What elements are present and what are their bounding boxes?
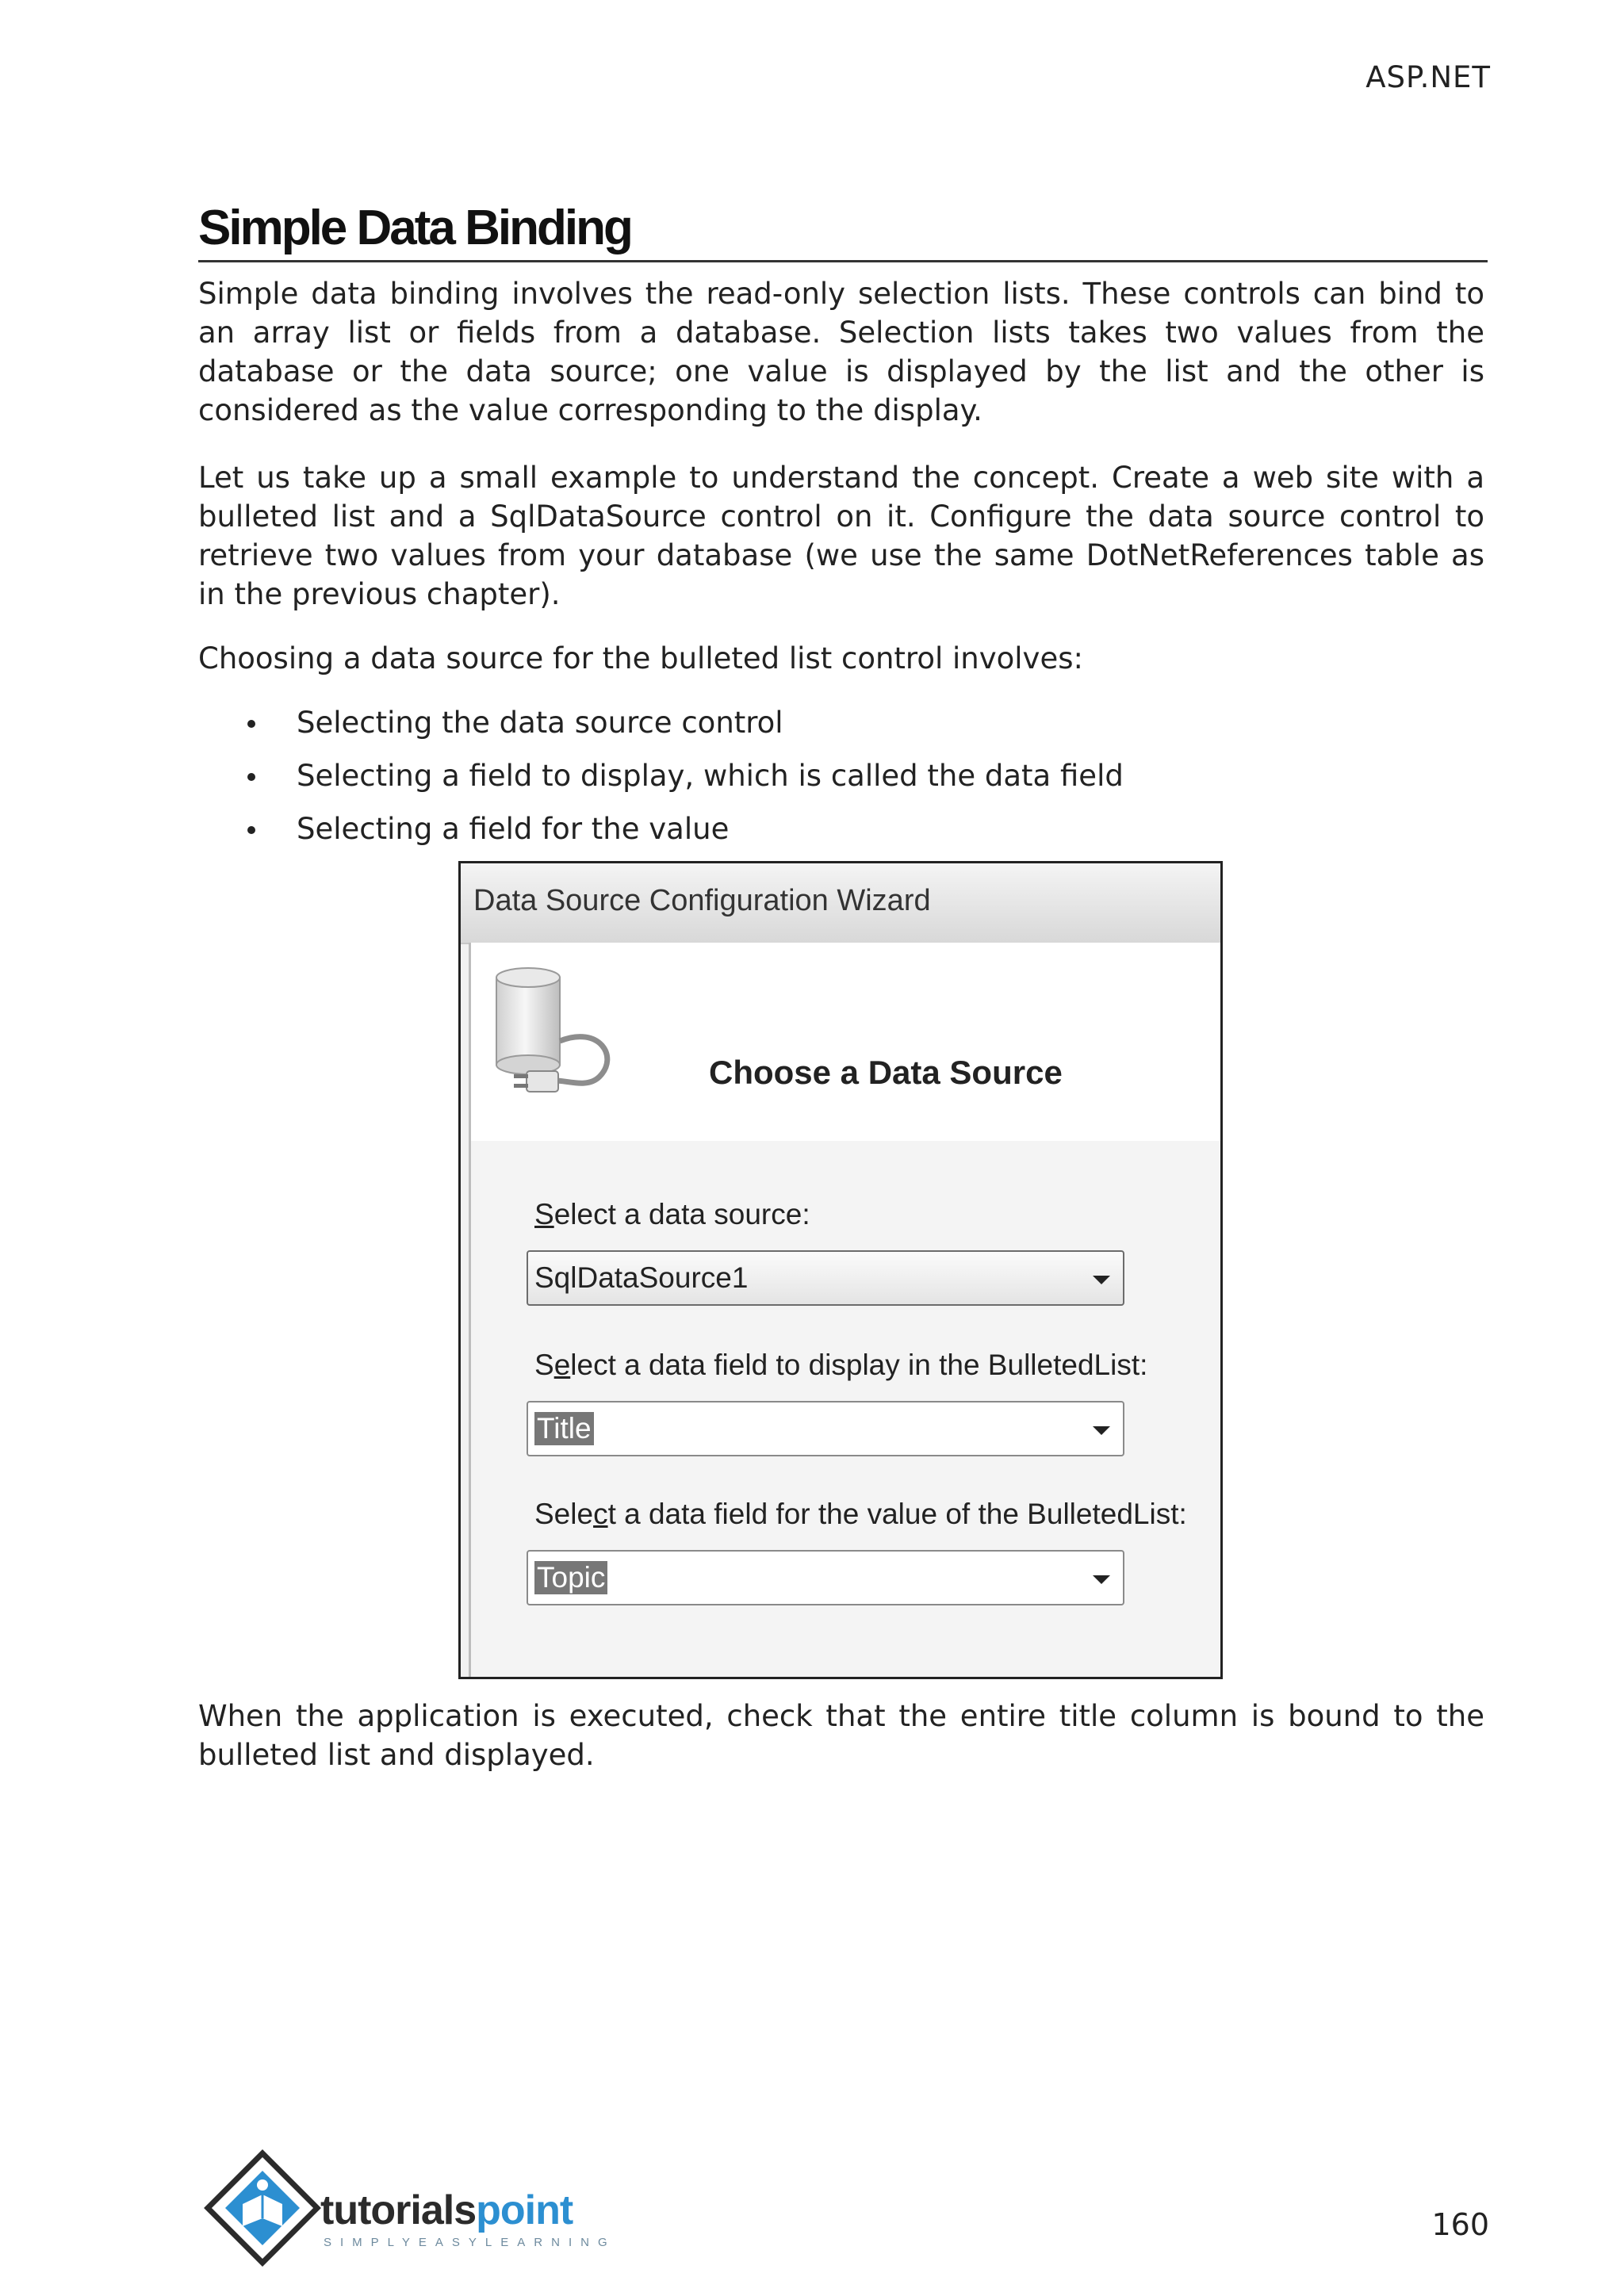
- data-source-label: [534, 1198, 810, 1231]
- display-field-value: Title: [534, 1412, 594, 1445]
- data-source-dropdown[interactable]: [527, 1250, 1124, 1306]
- value-field-value: Topic: [534, 1561, 607, 1594]
- value-field-label: [534, 1498, 1187, 1531]
- bullet-dot: [247, 773, 255, 781]
- value-field-label-text: t a data field for the value of the BulletedList:: [607, 1498, 1187, 1530]
- bullet-dot: [247, 720, 255, 728]
- logo-wordmark: [320, 2187, 573, 2233]
- header-label: ASP.NET: [1365, 60, 1491, 94]
- display-field-label-prefix: S: [534, 1349, 554, 1381]
- paragraph-intro: Simple data binding involves the read-only selection lists. These controls can bind to an array list or fields from a database. Selection lists takes two values from the database or the data source; one value is displayed by the list and the other is considered as the value corresponding to the display.: [198, 277, 1484, 427]
- list-item: [198, 749, 1124, 802]
- value-field-label-prefix: Sele: [534, 1498, 594, 1530]
- page-title: Simple Data Binding: [198, 197, 1488, 262]
- data-source-value: SqlDataSource1: [534, 1261, 749, 1294]
- paragraph-result: When the application is executed, check that the entire title column is bound to the bulleted list and displayed.: [198, 1699, 1484, 1772]
- list-item: [198, 696, 1124, 749]
- list-item-text: Selecting the data source control: [297, 706, 783, 740]
- logo-emblem-icon: [203, 2149, 322, 2267]
- logo-word-1: tutorials: [320, 2187, 477, 2233]
- data-source-label-text: elect a data source:: [553, 1198, 810, 1230]
- mnemonic-s: S: [534, 1198, 554, 1230]
- paragraph-example: Let us take up a small example to understand the concept. Create a web site with a bulleted list and a SqlDataSource control on it. Configure the data source control to retrieve two values from your database (we use the same DotNetReferences table as in the previous chapter).: [198, 461, 1484, 611]
- logo-tagline: SIMPLYEASYLEARNING: [324, 2236, 616, 2249]
- list-item: [198, 802, 1124, 855]
- tutorialspoint-logo: [203, 2149, 615, 2267]
- wizard-window-title: Data Source Configuration Wizard: [473, 884, 931, 917]
- value-field-dropdown[interactable]: [527, 1550, 1124, 1605]
- display-field-label-text: lect a data field to display in the BulletedList:: [570, 1349, 1148, 1381]
- wizard-body: [469, 943, 1220, 1677]
- list-item-text: Selecting a field for the value: [297, 812, 730, 846]
- list-item-text: Selecting a field to display, which is called the data field: [297, 759, 1124, 793]
- wizard-screenshot: [458, 861, 1223, 1679]
- page-number: 160: [1431, 2207, 1489, 2242]
- logo-word-2: point: [476, 2187, 573, 2233]
- dropdown-arrow-icon: [1093, 1426, 1110, 1435]
- mnemonic-e: e: [553, 1349, 571, 1381]
- wizard-banner: [471, 943, 1220, 1141]
- wizard-heading: Choose a Data Source: [709, 1054, 1063, 1091]
- wizard-title-bar: [461, 863, 1220, 944]
- paragraph-choosing: Choosing a data source for the bulleted list control involves:: [198, 641, 1083, 675]
- database-plug-icon: [481, 962, 623, 1104]
- bullet-list: [198, 696, 1124, 855]
- dropdown-arrow-icon: [1093, 1575, 1110, 1584]
- bullet-dot: [247, 826, 255, 834]
- mnemonic-c: c: [593, 1498, 608, 1530]
- display-field-dropdown[interactable]: [527, 1401, 1124, 1456]
- display-field-label: [534, 1349, 1147, 1382]
- dropdown-arrow-icon: [1093, 1276, 1110, 1284]
